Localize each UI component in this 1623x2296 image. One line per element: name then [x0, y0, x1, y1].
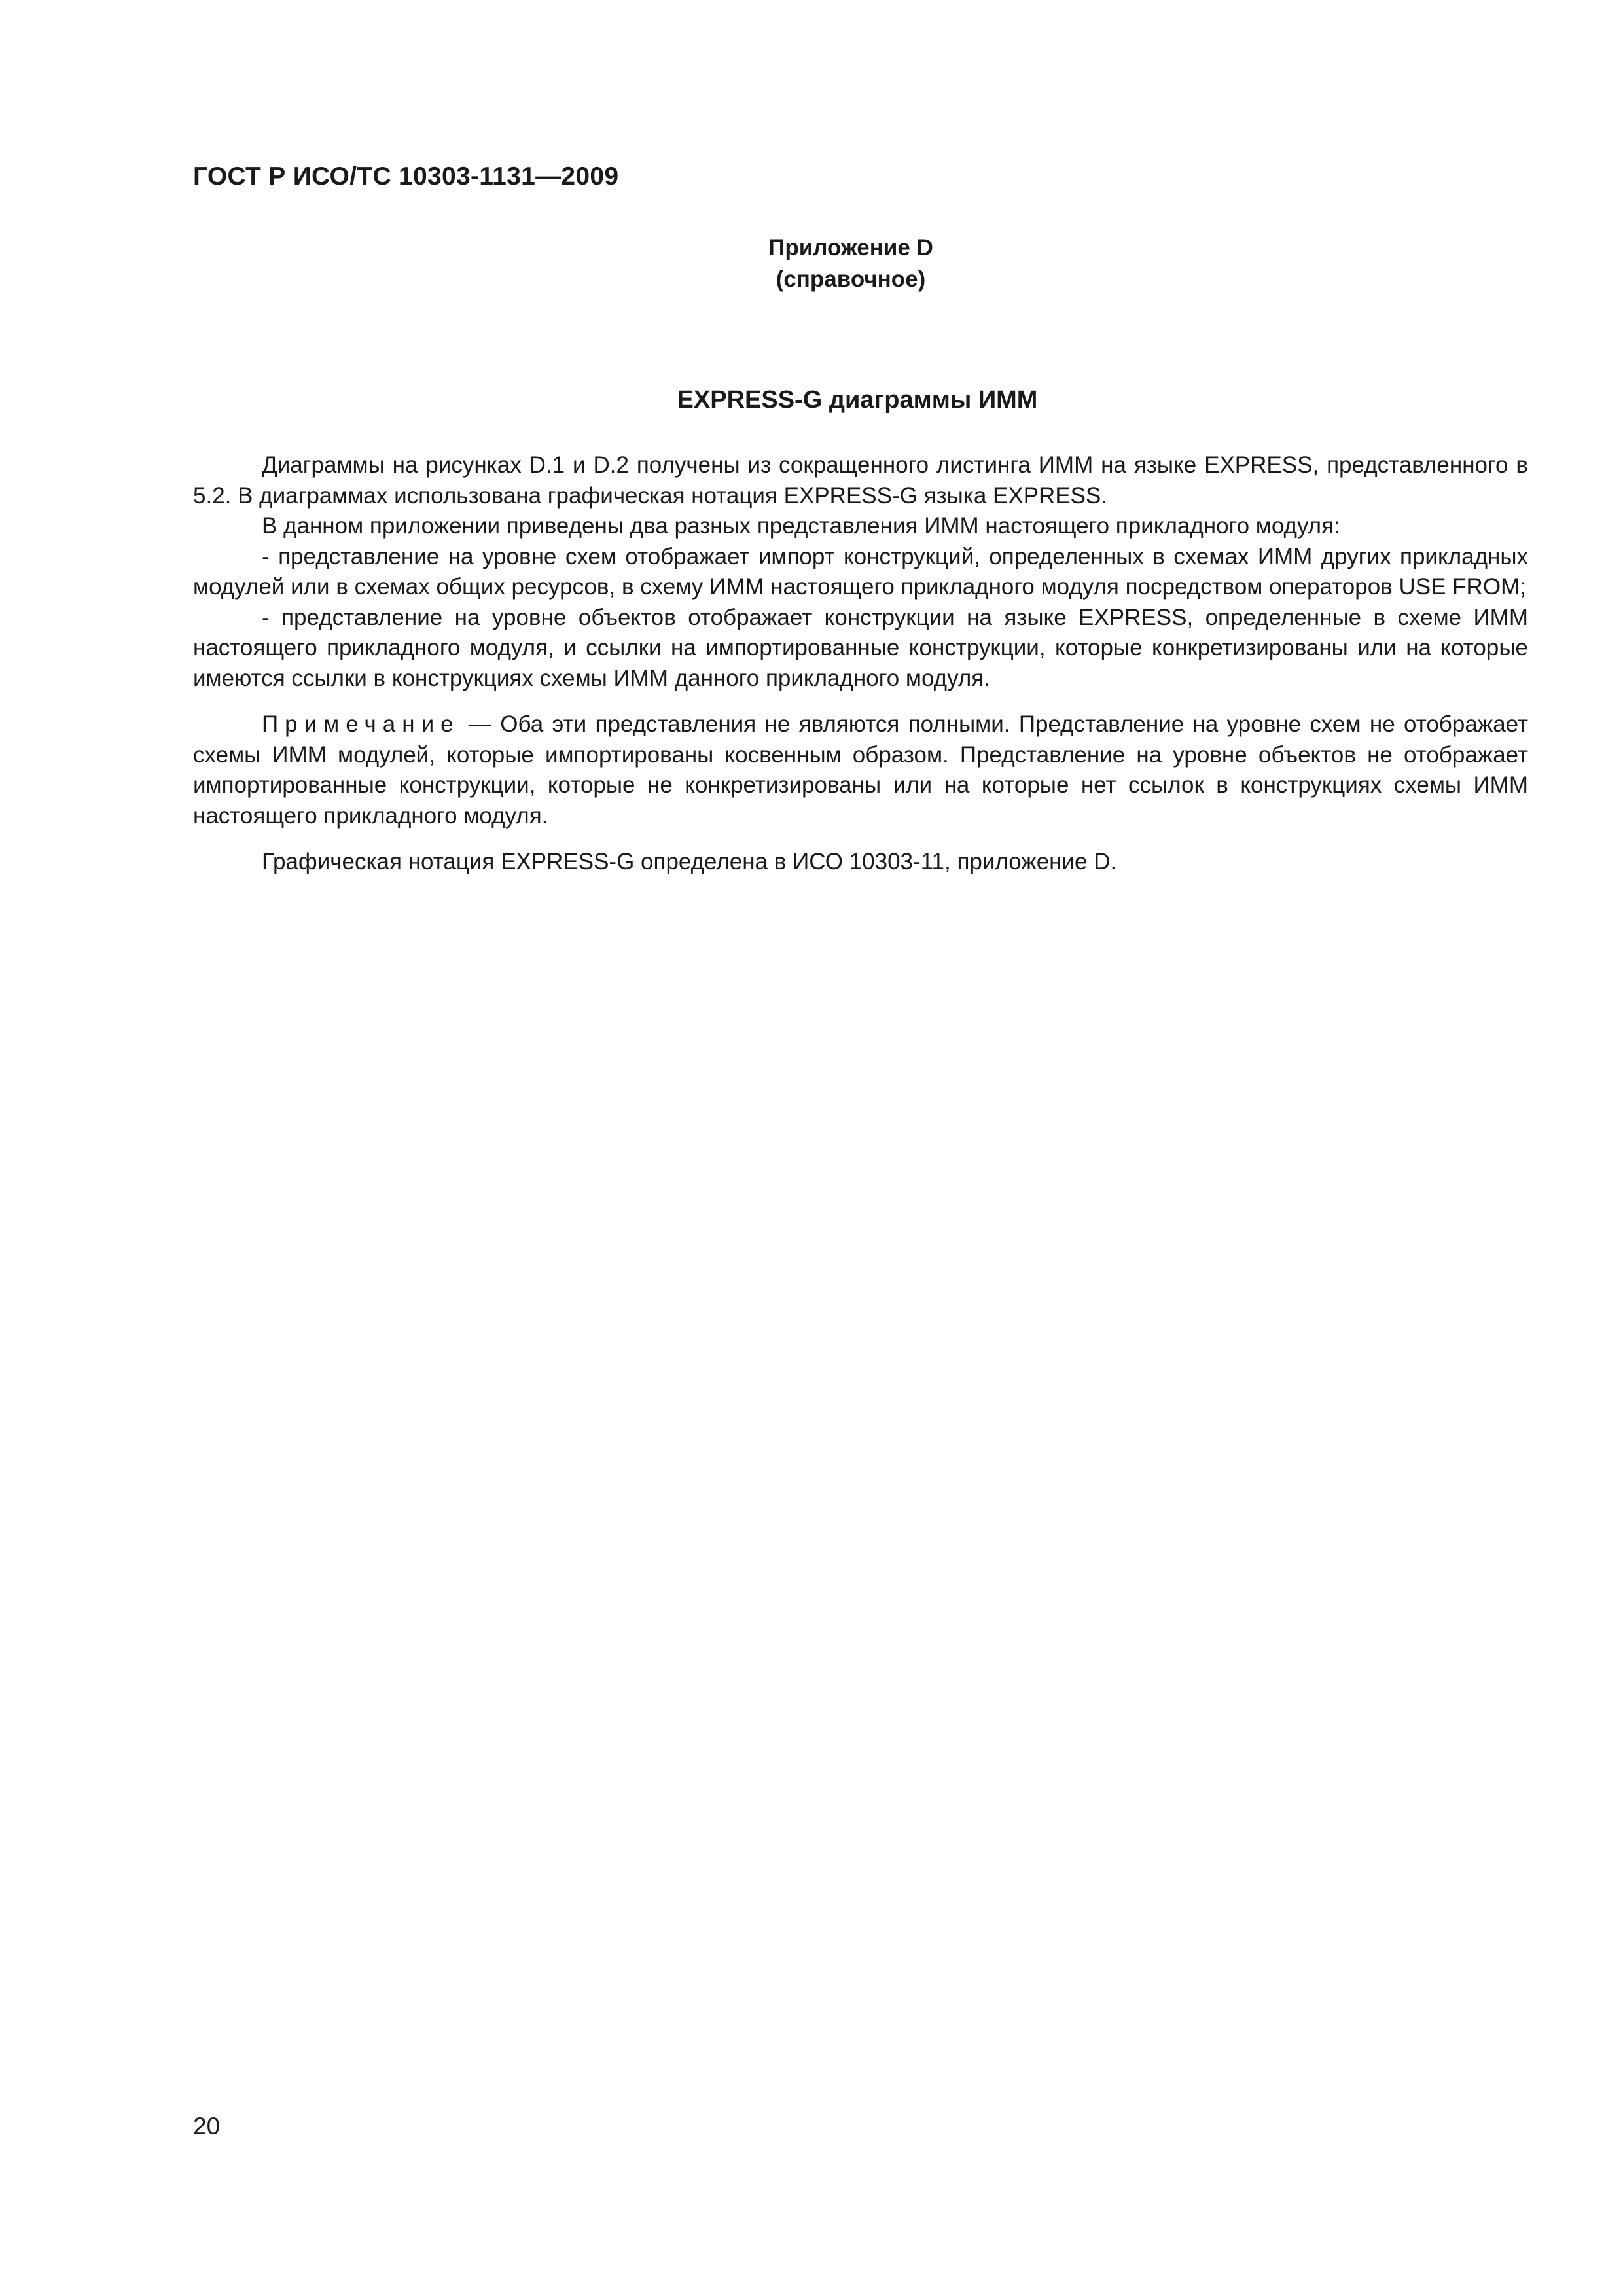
annex-status: (справочное) — [776, 266, 926, 292]
list-item-schema-level: - представление на уровне схем отображает импорт конструкций, определенных в схемах ИММ других прикладных модулей или в схемах общих ресурсов, в схему ИММ настоящего прикладного модуля посредством операторов USE FROM; — [193, 543, 1528, 600]
annex-title: EXPRESS-G диаграммы ИММ — [677, 386, 1038, 414]
note-paragraph — [193, 709, 1528, 831]
note-label: Примечание — [262, 711, 460, 737]
paragraph-intro: Диаграммы на рисунках D.1 и D.2 получены из сокращенного листинга ИММ на языке EXPRESS, представленного в 5.2. В диаграммах использована графическая нотация EXPRESS-G языка EXPRESS. — [193, 452, 1528, 509]
annex-body — [193, 450, 1528, 878]
standard-id-header: ГОСТ Р ИСО/ТС 10303-1131—2009 — [193, 162, 619, 190]
annex-heading — [654, 232, 1047, 295]
list-item-entity-level: - представление на уровне объектов отображает конструкции на языке EXPRESS, определенные в схеме ИММ настоящего прикладного модуля, и ссылки на импортированные конструкции, которые конкретизированы или на которые имеются ссылки в конструкциях схемы ИММ данного прикладного модуля. — [193, 604, 1528, 691]
paragraph-notation: Графическая нотация EXPRESS-G определена в ИСО 10303-11, приложение D. — [262, 849, 1117, 874]
paragraph-representations: В данном приложении приведены два разных представления ИММ настоящего прикладного модуля: — [262, 513, 1340, 539]
annex-label: Приложение D — [768, 235, 933, 260]
note-text: — Оба эти представления не являются полными. Представление на уровне схем не отображает схемы ИММ модулей, которые импортированы косвенным образом. Представление на уровне объектов не отображает импортированные конструкции, которые не конкретизированы или на которые нет ссылок в конструкциях схемы ИММ настоящего прикладного модуля. — [193, 711, 1528, 829]
page-number: 20 — [193, 2113, 221, 2140]
